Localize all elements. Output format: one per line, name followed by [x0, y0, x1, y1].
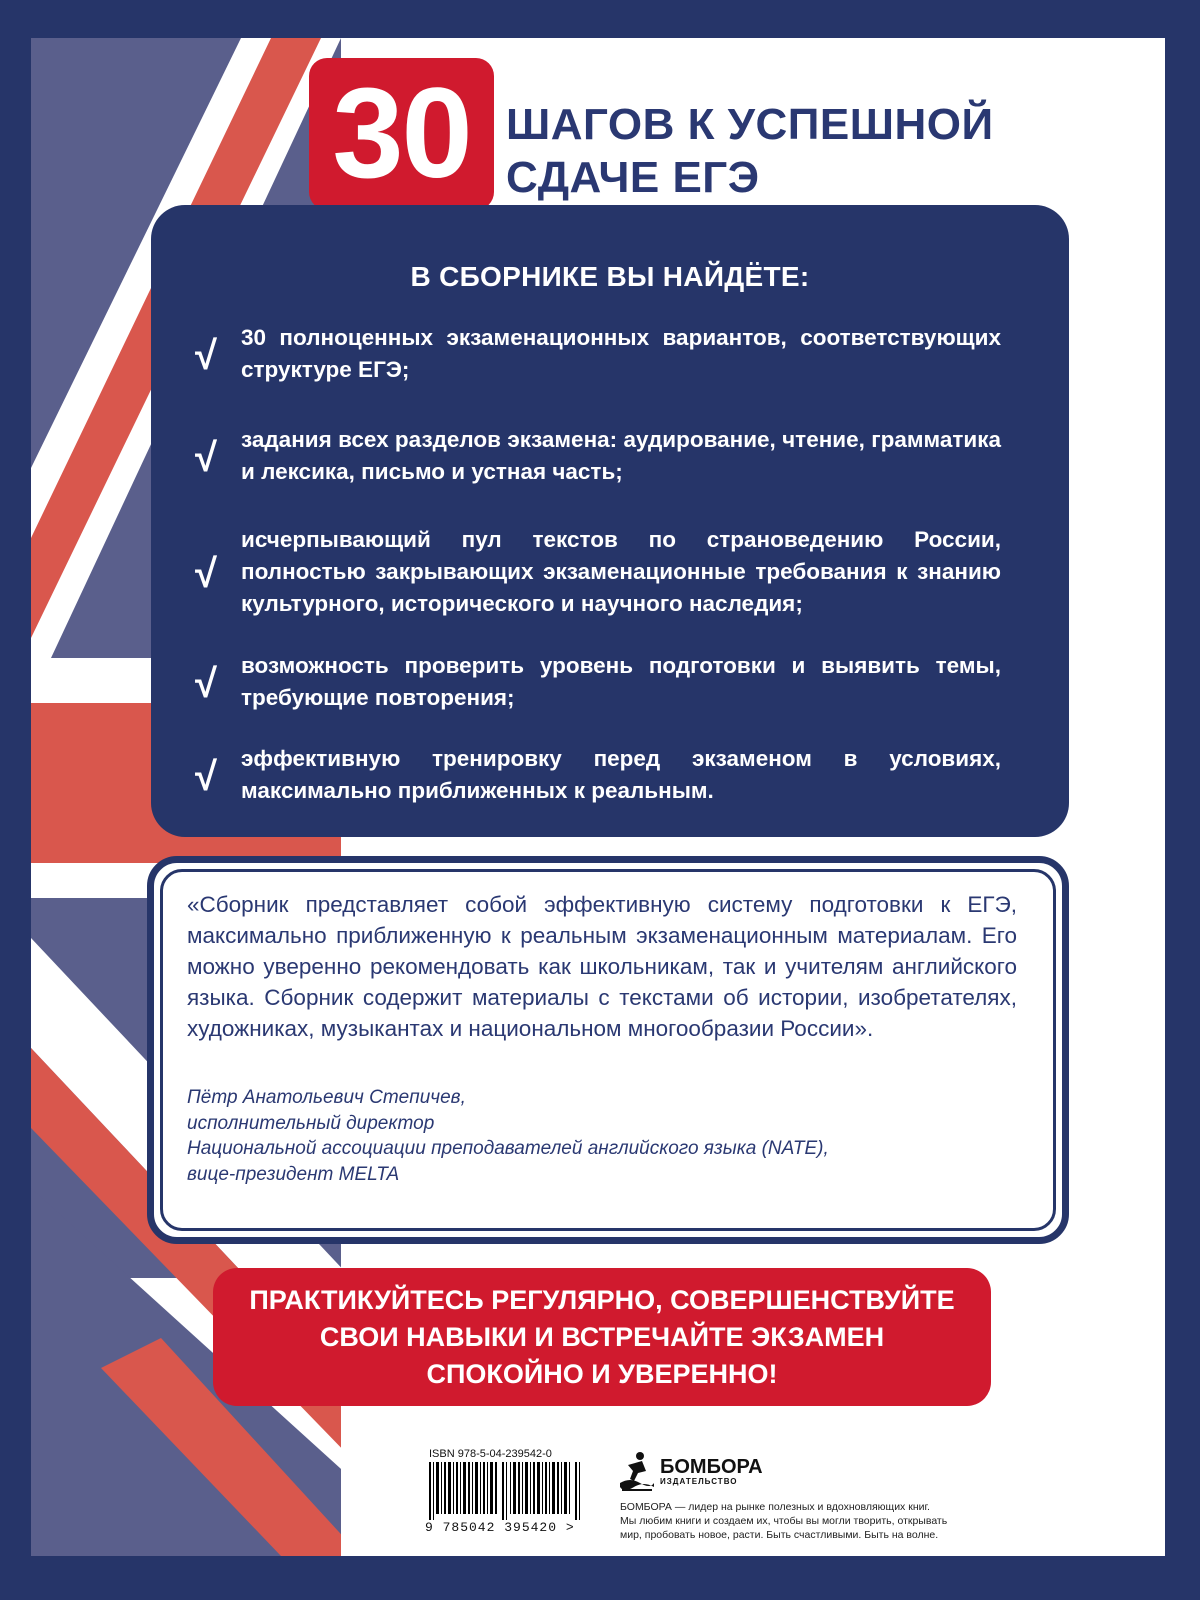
testimonial-box [147, 856, 1069, 1244]
publisher-block [620, 1448, 1000, 1542]
publisher-desc-line-3: мир, пробовать новое, расти. Быть счастливыми. Быть на волне. [620, 1529, 939, 1541]
checkmark-icon: √ [195, 334, 217, 378]
cta-line-3: СПОКОЙНО И УВЕРЕННО! [426, 1358, 778, 1389]
headline-line-1: ШАГОВ К УСПЕШНОЙ [506, 100, 994, 149]
feature-text: исчерпывающий пул текстов по страноведению России, полностью закрывающих экзаменационные требования к знанию культурного, исторического и научного наследия; [241, 527, 1001, 616]
surfer-icon [620, 1451, 654, 1491]
call-to-action-banner [213, 1268, 991, 1406]
checkmark-icon: √ [195, 552, 217, 596]
feature-item [195, 424, 1001, 488]
cta-line-2: СВОИ НАВЫКИ И ВСТРЕЧАЙТЕ ЭКЗАМЕН [319, 1321, 885, 1352]
feature-text: задания всех разделов экзамена: аудирование, чтение, грамматика и лексика, письмо и устная часть; [241, 427, 1001, 484]
publisher-desc-line-2: Мы любим книги и создаем их, чтобы вы могли творить, открывать [620, 1515, 948, 1527]
cta-line-1: ПРАКТИКУЙТЕСЬ РЕГУЛЯРНО, СОВЕРШЕНСТВУЙТЕ [249, 1284, 955, 1315]
testimonial-role-2: вице-президент MELTA [187, 1163, 400, 1185]
isbn-block [425, 1448, 595, 1535]
checkmark-icon: √ [195, 436, 217, 480]
headline-line-2: СДАЧЕ ЕГЭ [506, 153, 760, 202]
feature-item [195, 524, 1001, 620]
checkmark-icon: √ [195, 662, 217, 706]
testimonial-organization: Национальной ассоциации преподавателей английского языка (NATE), [187, 1138, 829, 1159]
testimonial-text: «Сборник представляет собой эффективную систему подготовки к ЕГЭ, максимально приближенную к реальным экзаменационным материалам. Его можно уверенно рекомендовать как школьникам, так и учителям английского языка. Сборник содержит материалы с текстами об истории, изобретателях, художниках, музыкантах и национальном многообразии России». [187, 892, 1017, 1041]
steps-count-badge: 30 [309, 58, 494, 210]
feature-text: эффективную тренировку перед экзаменом в условиях, максимально приближенных к реальным. [241, 746, 1001, 803]
back-cover [31, 38, 1165, 1556]
testimonial-role: исполнительный директор [187, 1112, 435, 1134]
headline [506, 98, 1126, 204]
feature-text: 30 полноценных экзаменационных вариантов, соответствующих структуре ЕГЭ; [241, 325, 1001, 382]
publisher-subtitle: ИЗДАТЕЛЬСТВО [660, 1476, 738, 1486]
feature-item [195, 650, 1001, 714]
publisher-description [620, 1500, 1000, 1542]
isbn-digits: 9 785042 395420 > [425, 1520, 575, 1535]
isbn-label: ISBN 978-5-04-239542-0 [429, 1448, 552, 1460]
publisher-logo [620, 1448, 1000, 1494]
publisher-name: БОМБОРА [660, 1455, 763, 1478]
testimonial-author: Пётр Анатольевич Степичев, [187, 1087, 466, 1108]
feature-item [195, 743, 1001, 807]
testimonial-signature [187, 1085, 1017, 1187]
features-title: В СБОРНИКЕ ВЫ НАЙДЁТЕ: [410, 261, 810, 292]
publisher-desc-line-1: БОМБОРА — лидер на рынке полезных и вдохновляющих книг. [620, 1501, 930, 1513]
feature-item [195, 322, 1001, 386]
barcode-icon [425, 1462, 595, 1520]
features-panel [151, 205, 1069, 837]
feature-text: возможность проверить уровень подготовки и выявить темы, требующие повторения; [241, 653, 1001, 710]
checkmark-icon: √ [195, 755, 217, 799]
